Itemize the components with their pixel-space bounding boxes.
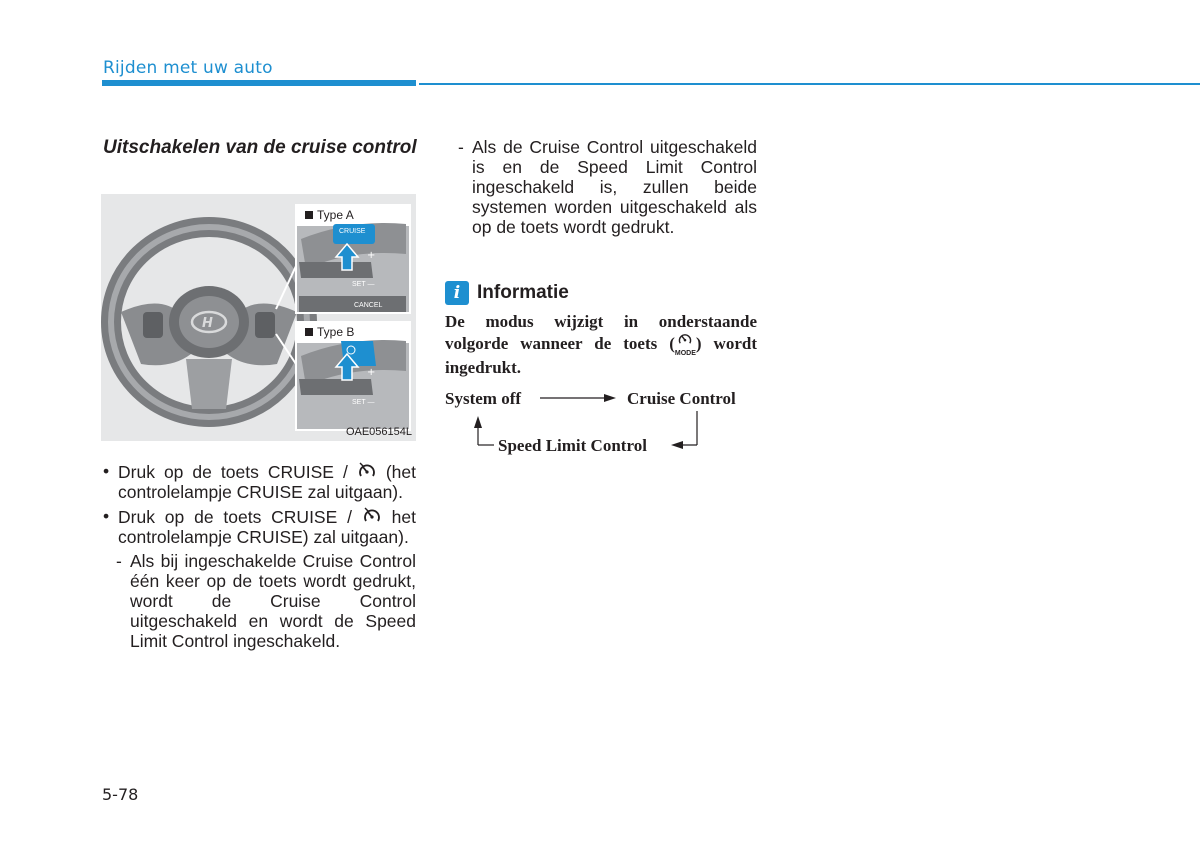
list-item: • Druk op de toets CRUISE / (het controlelampje CRUISE zal uitgaan).: [103, 461, 416, 502]
sub-list-item: - Als bij ingeschakelde Cruise Control één keer op de toets wordt gedrukt, wordt de Cruise Control uitgeschakeld en wordt de Speed Limit Control ingeschakeld.: [116, 551, 416, 651]
type-a-set-label: SET —: [352, 281, 375, 288]
mode-flow-diagram: [440, 383, 760, 463]
cruise-speedometer-icon: [677, 332, 693, 345]
type-a-label: Type A: [305, 208, 354, 222]
steering-wheel-icon: [111, 227, 307, 417]
list-item: • Druk op de toets CRUISE / het controlelampje CRUISE) zal uitgaan).: [103, 506, 416, 547]
header-accent-bar: [102, 80, 416, 86]
flow-node-system-off: System off: [445, 389, 522, 408]
right-sub-item: - Als de Cruise Control uitgeschakeld is en de Speed Limit Control ingeschakeld is, zullen beide systemen worden uitgeschakeld als op de toets wordt gedrukt.: [458, 137, 757, 237]
type-a-cancel-label: CANCEL: [354, 302, 383, 309]
square-bullet-icon: [305, 211, 313, 219]
info-body: De modus wijzigt in onderstaande volgorde wanneer de toets ( MODE) wordt ingedrukt.: [445, 312, 757, 377]
header-rule: [419, 83, 1200, 85]
flow-node-speed-limit-control: Speed Limit Control: [498, 436, 647, 455]
flow-node-cruise-control: Cruise Control: [627, 389, 736, 408]
type-b-set-label: SET —: [352, 399, 375, 406]
info-title: Informatie: [477, 282, 569, 303]
flow-arrows: [440, 383, 760, 463]
cruise-speedometer-icon: [362, 506, 382, 526]
square-bullet-icon: [305, 328, 313, 336]
chapter-title: Rijden met uw auto: [103, 58, 273, 78]
svg-text:+: +: [367, 250, 376, 261]
cruise-speedometer-icon: [357, 461, 377, 481]
page-number: 5-78: [102, 785, 139, 804]
info-icon: i: [445, 281, 469, 305]
steering-wheel-figure: [101, 194, 416, 441]
svg-text:+: +: [367, 367, 376, 378]
mode-button: MODE: [675, 332, 696, 358]
figure-code: OAE056154L: [345, 426, 412, 438]
svg-text:H: H: [202, 316, 213, 331]
bullet-list: [103, 461, 416, 651]
section-title: Uitschakelen van de cruise control: [103, 137, 417, 158]
cruise-button-label: CRUISE: [339, 228, 366, 235]
type-b-label: Type B: [305, 325, 354, 339]
